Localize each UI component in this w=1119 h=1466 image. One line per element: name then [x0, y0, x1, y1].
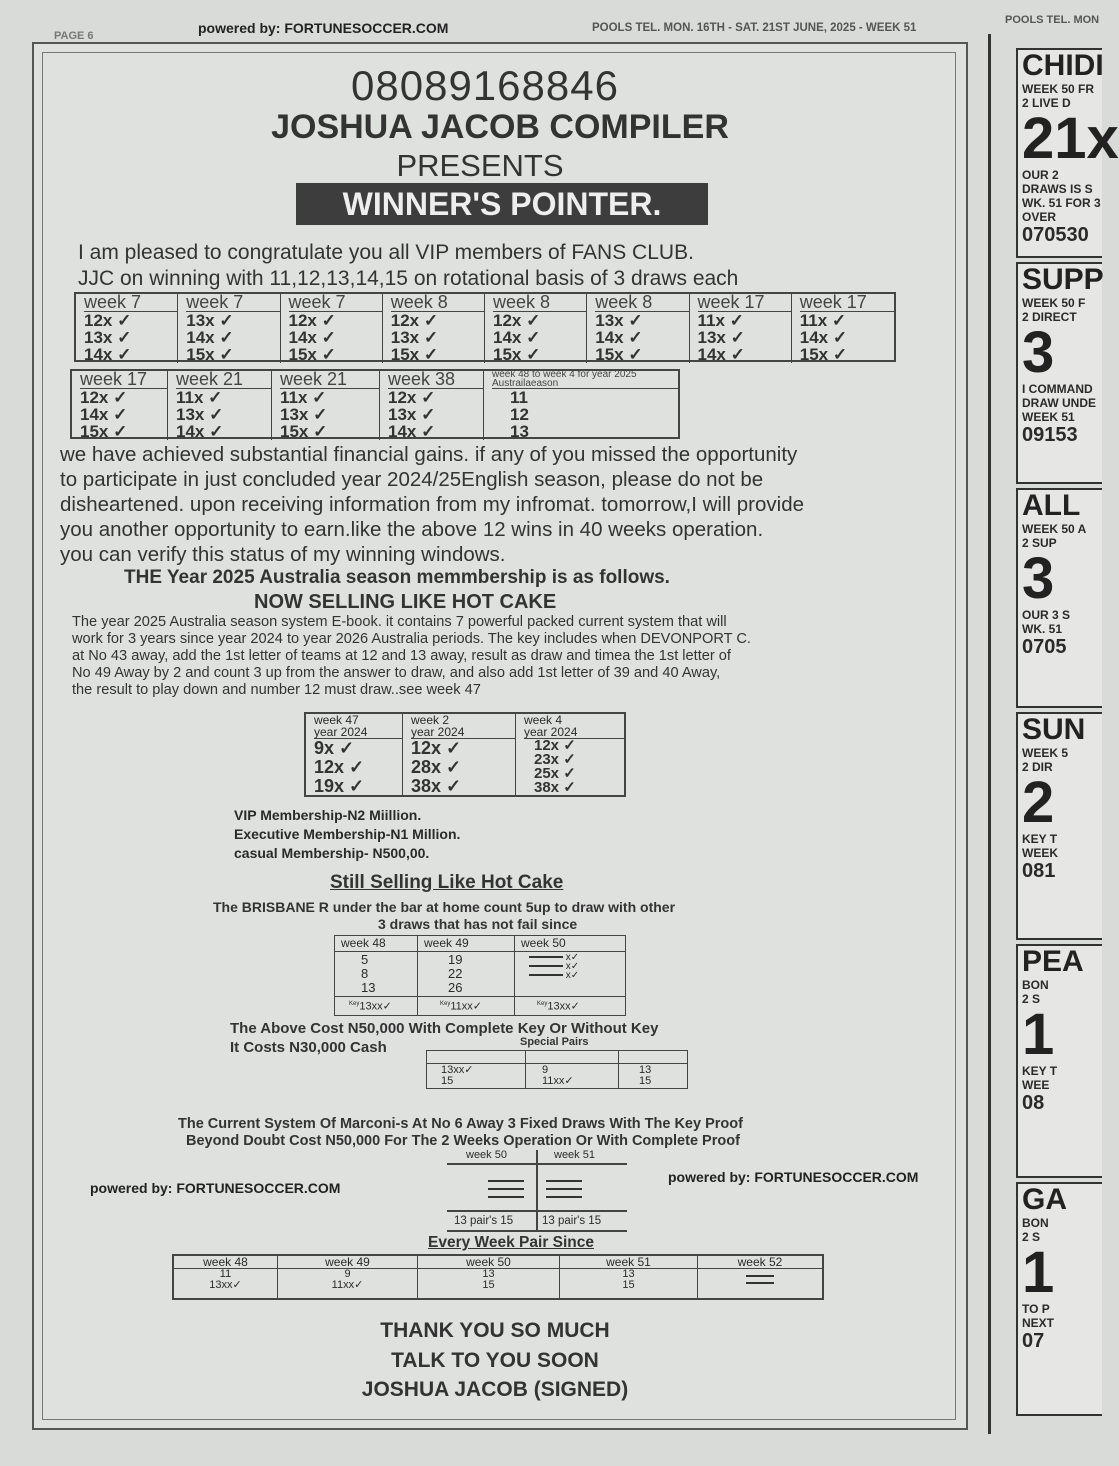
wins-draw: 13x ✓	[697, 328, 745, 347]
special-pair-val: 15	[639, 1075, 652, 1087]
wins-draw: 14x ✓	[288, 328, 336, 347]
ebook-paragraph	[72, 614, 751, 699]
proof-draw: 28x ✓	[411, 757, 462, 777]
brisbane-line-1: The BRISBANE R under the bar at home count 5up to draw with other	[213, 899, 676, 915]
brisbane-col2-val: 26	[448, 980, 463, 995]
wins-cell	[690, 294, 792, 363]
wins-draw: 14x ✓	[84, 345, 132, 364]
side-ad-title: GA	[1022, 1183, 1067, 1216]
pair-cell	[418, 1256, 560, 1298]
wins-cell	[380, 371, 484, 440]
side-ad-line: WEEK	[1022, 846, 1058, 860]
side-ad-title: SUN	[1022, 713, 1086, 746]
side-ad-title: CHIDI	[1022, 49, 1104, 82]
wins-cell	[792, 294, 894, 363]
proof-header	[411, 714, 515, 739]
wins-draw: 15x ✓	[186, 345, 234, 364]
special-pairs-table	[426, 1050, 688, 1089]
side-ad	[1016, 1182, 1102, 1416]
side-ad-line: 2 SUP	[1022, 536, 1057, 550]
wins-week: week 17	[80, 371, 167, 389]
side-ad-line: WEEK 5	[1022, 746, 1069, 760]
ebook-line: at No 43 away, add the 1st letter of teams at 12 and 13 away, result as draw and timea the 1st letter of	[72, 648, 731, 664]
every-week-heading: Every Week Pair Since	[428, 1234, 595, 1251]
proof-table	[304, 712, 626, 797]
closing-line: THANK YOU SO MUCH	[380, 1319, 610, 1342]
phone-number: 08089168846	[351, 62, 619, 109]
wins-week: week 21	[176, 371, 271, 389]
side-ad-big: 3	[1022, 320, 1055, 385]
side-ad-line: I COMMAND	[1022, 382, 1093, 396]
wins-draw: 13x ✓	[595, 311, 643, 330]
wins-week: week 7	[84, 294, 177, 312]
side-ad-big: 1	[1022, 1240, 1055, 1305]
marconi-pair: 13 pair's 15	[542, 1215, 602, 1227]
pair-val: 13	[482, 1268, 495, 1280]
side-ad-line: WEEK 50 FR	[1022, 82, 1095, 96]
brisbane-col1-val: 8	[361, 966, 369, 981]
pair-val: 15	[482, 1279, 495, 1291]
proof-draw: 23x ✓	[534, 751, 576, 768]
intro-line-2: JJC on winning with 11,12,13,14,15 on rotational basis of 3 draws each	[78, 267, 739, 290]
brisbane-line-2: 3 draws that has not fail since	[378, 916, 578, 932]
proof-header	[314, 714, 402, 739]
wins-week: week 17	[698, 294, 791, 312]
closing-line: TALK TO YOU SOON	[391, 1348, 599, 1372]
wins-cell	[168, 371, 272, 440]
wins-table-row-1	[74, 292, 896, 362]
wins-draw: 12x ✓	[390, 311, 439, 330]
side-ad-line: 2 LIVE D	[1022, 96, 1071, 110]
wins-draw: 13x ✓	[176, 405, 224, 424]
side-ad-line: TO P	[1022, 1302, 1050, 1316]
compiler-name: JOSHUA JACOB COMPILER	[271, 108, 729, 146]
side-ad-line: DRAW UNDE	[1022, 396, 1096, 410]
marconi-divider	[536, 1150, 538, 1232]
side-ad	[1016, 944, 1102, 1178]
side-ad-big: 21x	[1022, 106, 1119, 171]
pair-cell	[278, 1256, 418, 1298]
membership-item: VIP Membership-N2 Miillion.	[234, 807, 422, 823]
side-ad	[1016, 48, 1119, 258]
brisbane-col2-val: 22	[448, 966, 463, 981]
wins-draw: 15x ✓	[799, 345, 848, 364]
wins-draw: 14x ✓	[176, 422, 224, 441]
side-ad-number: 08	[1022, 1092, 1045, 1114]
wins-week: week 21	[280, 371, 379, 389]
proof-draw: 19x ✓	[314, 776, 365, 796]
side-ad-line: WEEK 50 F	[1022, 296, 1086, 310]
side-ad-number: 070530	[1022, 224, 1089, 246]
wins-week: week 48 to week 4 for year 2025 Austrailaeason	[492, 371, 678, 389]
special-pair-val: 9	[542, 1064, 549, 1076]
marconi-week: week 51	[554, 1149, 595, 1161]
side-ad	[1016, 712, 1102, 940]
wins-week: week 8	[595, 294, 688, 312]
ebook-line: The year 2025 Australia season system E-book. it contains 7 powerful packed current system that will	[72, 614, 727, 630]
brisbane-col1-val: 13	[361, 980, 376, 995]
draw-bar-icon	[529, 965, 563, 967]
special-pair-val: 13	[639, 1064, 652, 1076]
wins-draw: 15x ✓	[595, 345, 643, 364]
wins-week: week 17	[800, 294, 894, 312]
proof-header-line: year 2024	[314, 725, 368, 739]
wins-draw: 14x ✓	[388, 422, 436, 441]
pair-val: 13xx✓	[209, 1279, 242, 1291]
issue-line: POOLS TEL. MON. 16TH - SAT. 21ST JUNE, 2025 - WEEK 51	[592, 22, 917, 34]
wins-draw: 14x ✓	[186, 328, 234, 347]
powered-by-right: powered by: FORTUNESOCCER.COM	[668, 1169, 919, 1185]
brisbane-key: 13xx✓	[547, 1000, 580, 1013]
side-ad-big: 3	[1022, 546, 1055, 611]
side-ad-line: BON	[1022, 978, 1049, 992]
wins-cell	[587, 294, 689, 363]
pair-cell	[174, 1256, 278, 1298]
side-ad-line: KEY T	[1022, 832, 1058, 846]
wins-draw: 13	[510, 422, 529, 441]
body-line: disheartened. upon receiving information from my infromat. tomorrow,I will provide	[60, 493, 805, 516]
wins-week: week 8	[493, 294, 586, 312]
wins-draw: 14x ✓	[80, 405, 128, 424]
proof-draw: 25x ✓	[534, 765, 576, 782]
pair-week: week 49	[278, 1256, 417, 1269]
ebook-line: No 49 Away by 2 and count 3 up from the answer to draw, and also add 1st letter of 39 and 40 Away,	[72, 665, 721, 681]
wins-draw: 15x ✓	[280, 422, 328, 441]
proof-cell	[306, 714, 403, 796]
pair-val: 11xx✓	[331, 1279, 364, 1291]
pair-val: 11	[219, 1268, 232, 1280]
side-ad-number: 07	[1022, 1330, 1045, 1352]
special-pair-val: 11xx✓	[542, 1075, 574, 1087]
side-ad-big: 1	[1022, 1002, 1055, 1067]
marconi-base-rule	[447, 1230, 627, 1232]
wins-draw: 11x ✓	[799, 311, 847, 330]
wins-draw: 11x ✓	[176, 388, 223, 407]
key-label: Key	[349, 1001, 360, 1007]
still-selling-heading: Still Selling Like Hot Cake	[330, 872, 564, 893]
page-number: PAGE 6	[54, 30, 94, 42]
side-ad-line: 2 DIRECT	[1022, 310, 1077, 324]
membership-list	[234, 806, 460, 863]
side-ad-line: BON	[1022, 1216, 1049, 1230]
membership-item: casual Membership- N500,00.	[234, 845, 430, 861]
brisbane-col2-val: 19	[448, 952, 463, 967]
wins-table-row-2	[70, 369, 680, 439]
wins-draw: 11	[510, 388, 528, 407]
proof-cell	[403, 714, 516, 796]
wins-cell	[383, 294, 485, 363]
side-ad-line: OUR 3 S	[1022, 608, 1071, 622]
brisbane-table	[334, 935, 626, 1016]
side-ad-title: PEA	[1022, 945, 1084, 978]
proof-header	[524, 714, 624, 739]
brisbane-mark: x✓	[565, 952, 580, 963]
marconi-week: week 50	[466, 1149, 507, 1161]
wins-draw: 12x ✓	[493, 311, 541, 330]
brisbane-mark: x✓	[565, 970, 580, 981]
proof-cell	[516, 714, 624, 796]
side-ad-line: 2 S	[1022, 1230, 1041, 1244]
wins-cell	[281, 294, 383, 363]
pair-cell	[560, 1256, 698, 1298]
proof-header-line: week 47	[314, 713, 359, 727]
ebook-line: the result to play down and number 12 must draw..see week 47	[72, 682, 481, 698]
pair-table	[172, 1254, 824, 1300]
marconi-line-2: Beyond Doubt Cost N50,000 For The 2 Weeks Operation Or With Complete Proof	[186, 1133, 740, 1149]
pair-week: week 48	[174, 1256, 277, 1269]
wins-cell	[484, 371, 678, 440]
marconi-bottom-rule	[447, 1210, 627, 1212]
proof-draw: 38x ✓	[411, 776, 462, 796]
wins-week: week 7	[186, 294, 279, 312]
side-ad-number: 0705	[1022, 636, 1067, 658]
side-ad-number: 09153	[1022, 424, 1078, 446]
body-paragraph	[60, 442, 804, 567]
pair-val: 9	[344, 1268, 351, 1280]
wins-draw: 14x ✓	[595, 328, 643, 347]
proof-draw: 9x ✓	[314, 738, 355, 758]
wins-draw: 12x ✓	[80, 388, 128, 407]
closing-line: JOSHUA JACOB (SIGNED)	[361, 1378, 629, 1401]
brisbane-header-3: week 50	[515, 936, 626, 952]
special-pairs-title: Special Pairs	[520, 1036, 589, 1048]
wins-draw: 13x ✓	[390, 328, 439, 347]
pair-cell	[698, 1256, 822, 1298]
membership-item: Executive Membership-N1 Million.	[234, 826, 461, 842]
pair-week: week 52	[698, 1256, 822, 1269]
side-ad-line: OUR 2 DRAWS IS S	[1022, 168, 1093, 196]
side-ad-line: WK. 51 FOR 3 OVER	[1022, 196, 1101, 224]
wins-cell	[72, 371, 168, 440]
proof-draw: 38x ✓	[534, 779, 576, 796]
side-ad-line: 2 DIR	[1022, 760, 1053, 774]
wins-week: week 38	[388, 371, 483, 389]
wins-draw: 14x ✓	[697, 345, 745, 364]
key-label: Key	[440, 1001, 451, 1007]
selling-heading: NOW SELLING LIKE HOT CAKE	[254, 591, 557, 613]
brisbane-header-2: week 49	[418, 936, 515, 952]
wins-draw: 13x ✓	[280, 405, 328, 424]
side-ad	[1016, 262, 1102, 484]
proof-draw: 12x ✓	[411, 738, 462, 758]
side-ad-title: ALL	[1022, 489, 1081, 522]
side-ad-line: 2 S	[1022, 992, 1041, 1006]
wins-draw: 15x ✓	[80, 422, 128, 441]
side-ad-number: 081	[1022, 860, 1056, 882]
wins-draw: 15x ✓	[390, 345, 439, 364]
body-line: to participate in just concluded year 2024/25English season, please do not be	[60, 468, 764, 491]
wins-draw: 11x ✓	[280, 388, 327, 407]
wins-cell	[485, 294, 587, 363]
draw-bars-icon	[546, 1180, 582, 1198]
pair-val: 13	[622, 1268, 635, 1280]
brisbane-col1-val: 5	[361, 952, 369, 967]
wins-draw: 12x ✓	[388, 388, 436, 407]
wins-draw: 14x ✓	[493, 328, 541, 347]
proof-header-line: year 2024	[524, 725, 578, 739]
brisbane-header-1: week 48	[335, 936, 418, 952]
side-ad-line: KEY T	[1022, 1064, 1058, 1078]
cost-line-2: It Costs N30,000 Cash	[230, 1039, 387, 1056]
wins-draw: 12	[510, 405, 529, 424]
wins-draw: 13x ✓	[186, 311, 234, 330]
proof-draw: 12x ✓	[534, 737, 576, 754]
proof-header-line: year 2024	[411, 725, 465, 739]
wins-week: week 8	[391, 294, 484, 312]
side-ad-line: WK. 51	[1022, 622, 1063, 636]
powered-by-top: powered by: FORTUNESOCCER.COM	[198, 20, 449, 36]
side-header: POOLS TEL. MON	[1005, 14, 1100, 26]
proof-header-line: week 2	[411, 713, 450, 727]
cost-line-1: The Above Cost N50,000 With Complete Key Or Without Key	[230, 1020, 659, 1037]
brisbane-key: 11xx✓	[450, 1000, 482, 1013]
closing-block	[300, 1316, 690, 1405]
proof-header-line: week 4	[524, 713, 563, 727]
wins-draw: 12x ✓	[288, 311, 336, 330]
draw-bars-icon	[488, 1180, 524, 1198]
draw-bars-icon	[746, 1275, 774, 1284]
side-ad-line: WEE	[1022, 1078, 1050, 1092]
special-pair-val: 15	[441, 1075, 454, 1087]
body-line: we have achieved substantial financial gains. if any of you missed the opportunity	[60, 443, 798, 466]
marconi-line-1: The Current System Of Marconi-s At No 6 Away 3 Fixed Draws With The Key Proof	[178, 1116, 743, 1132]
side-ad-title: SUPP	[1022, 263, 1104, 296]
wins-draw: 15x ✓	[288, 345, 336, 364]
key-label: Key	[537, 1001, 548, 1007]
body-line: you another opportunity to earn.like the above 12 wins in 40 weeks operation.	[60, 518, 764, 541]
winners-pointer-banner: WINNER'S POINTER.	[296, 183, 708, 225]
wins-draw: 12x ✓	[84, 311, 132, 330]
special-pair-val: 13xx✓	[441, 1064, 474, 1076]
wins-draw: 11x ✓	[697, 311, 744, 330]
draw-bar-icon	[529, 956, 563, 958]
presents-heading: PRESENTS	[396, 148, 564, 183]
side-ad-big: 2	[1022, 770, 1055, 835]
wins-cell	[272, 371, 380, 440]
side-ad-line: NEXT	[1022, 1316, 1055, 1330]
wins-draw: 15x ✓	[493, 345, 541, 364]
body-line: you can verify this status of my winning windows.	[60, 543, 506, 566]
wins-week: week 7	[289, 294, 382, 312]
marconi-pair: 13 pair's 15	[454, 1215, 514, 1227]
wins-draw: 13x ✓	[388, 405, 436, 424]
side-ad	[1016, 488, 1102, 708]
brisbane-key: 13xx✓	[359, 1000, 392, 1013]
intro-line-1: I am pleased to congratulate you all VIP members of FANS CLUB.	[78, 241, 694, 264]
pair-week: week 50	[418, 1256, 559, 1269]
draw-bar-icon	[529, 974, 563, 976]
wins-draw: 13x ✓	[84, 328, 132, 347]
side-ad-line: WEEK 50 A	[1022, 522, 1087, 536]
pair-val: 15	[622, 1279, 635, 1291]
wins-cell	[76, 294, 178, 363]
brisbane-mark: x✓	[565, 961, 580, 972]
wins-draw: 14x ✓	[799, 328, 848, 347]
season-heading: THE Year 2025 Australia season memmbership is as follows.	[124, 567, 670, 588]
proof-draw: 12x ✓	[314, 757, 365, 777]
wins-cell	[178, 294, 280, 363]
side-ad-line: WEEK 51	[1022, 410, 1075, 424]
powered-by-left: powered by: FORTUNESOCCER.COM	[90, 1180, 341, 1196]
pair-week: week 51	[560, 1256, 697, 1269]
ebook-line: work for 3 years since year 2024 to year 2026 Australia periods. The key includes when DEVONPORT C.	[72, 631, 751, 647]
